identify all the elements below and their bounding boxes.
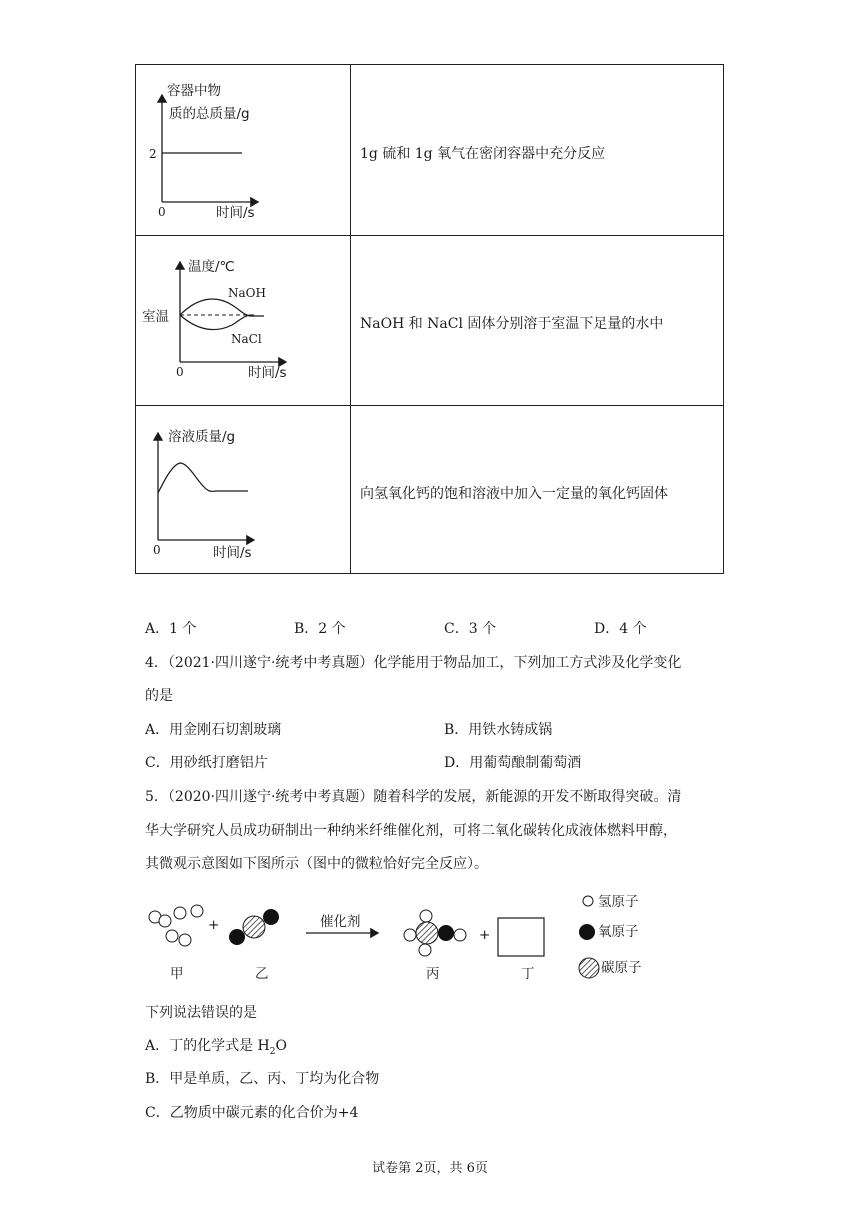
q3-option-c: C．3 个: [444, 621, 497, 637]
graph-total-mass: [136, 65, 350, 235]
solution-mass-curve: [158, 463, 248, 493]
q5-stem-line1: 5．（2020·四川遂宁·统考中考真题）随着科学的发展，新能源的开发不断取得突破。清: [145, 789, 682, 805]
catalyst-label: 催化剂: [320, 914, 361, 930]
graph-solution-mass: [136, 405, 350, 575]
q5-option-a-suffix: O: [275, 1038, 287, 1054]
q4-option-a: A．用金刚石切割玻璃: [145, 722, 282, 738]
x-label: 时间/s: [248, 365, 287, 381]
y-label: 温度/℃: [188, 259, 235, 275]
row-3-description: 向氢氧化钙的饱和溶液中加入一定量的氧化钙固体: [360, 486, 668, 502]
legend-oxygen: 氧原子: [598, 924, 639, 940]
row-2-description: NaOH 和 NaCl 固体分别溶于室温下足量的水中: [360, 316, 664, 332]
y-label-line1: 容器中物: [167, 83, 221, 99]
q4-stem-line2: 的是: [145, 688, 173, 704]
product-box: [498, 918, 544, 956]
q5-option-a: [145, 1035, 287, 1057]
q5-stem-line2: 华大学研究人员成功研制出一种纳米纤维催化剂，可将二氧化碳转化成液体燃料甲醇，: [145, 823, 677, 839]
naoh-curve: [180, 299, 264, 316]
label-jia: 甲: [170, 966, 184, 982]
origin-label: 0: [176, 365, 184, 379]
q4-option-b: B．用铁水铸成锅: [444, 722, 553, 738]
legend-carbon: 碳原子: [601, 960, 642, 976]
q5-stem-line3: 其微观示意图如下图所示（图中的微粒恰好完全反应）。: [145, 856, 488, 872]
reaction-diagram: [140, 895, 680, 995]
q4-option-c: C．用砂纸打磨铝片: [145, 755, 268, 771]
q4-stem-line1: 4．（2021·四川遂宁·统考中考真题）化学能用于物品加工，下列加工方式涉及化学变化: [145, 655, 682, 671]
q3-option-d: D．4 个: [594, 621, 647, 637]
q3-option-a: A．1 个: [145, 621, 197, 637]
y-label-line2: 质的总质量/g: [169, 106, 250, 122]
q5-option-c: C．乙物质中碳元素的化合价为+4: [145, 1105, 359, 1121]
row-1-description: 1g 硫和 1g 氧气在密闭容器中充分反应: [360, 146, 606, 162]
graph-temperature: [136, 235, 350, 405]
carbon-dioxide-molecule: [229, 909, 279, 945]
origin-label: 0: [158, 205, 166, 219]
legend-hydrogen: 氢原子: [598, 895, 639, 910]
plus-sign: +: [479, 927, 491, 943]
q4-option-d: D．用葡萄酿制葡萄酒: [444, 755, 582, 771]
nacl-curve: [180, 315, 250, 330]
label-yi: 乙: [255, 966, 269, 982]
label-bing: 丙: [426, 966, 440, 982]
origin-label: 0: [153, 543, 161, 557]
q5-option-a-prefix: A．丁的化学式是 H: [145, 1038, 270, 1054]
y-value-label: 2: [149, 147, 157, 161]
q5-option-a-subscript: 2: [269, 1046, 276, 1057]
q5-prompt: 下列说法错误的是: [145, 1005, 257, 1021]
question-table: [135, 64, 724, 574]
plus-sign: +: [208, 917, 220, 933]
methanol-molecule: [404, 910, 466, 956]
hydrogen-molecules: [149, 905, 203, 946]
table-column-divider: [350, 65, 351, 573]
diagram-legend: [579, 895, 642, 978]
q3-option-b: B．2 个: [294, 621, 346, 637]
naoh-label: NaOH: [228, 286, 266, 300]
nacl-label: NaCl: [231, 332, 262, 346]
x-label: 时间/s: [216, 205, 255, 221]
q5-option-b: B．甲是单质，乙、丙、丁均为化合物: [145, 1071, 380, 1087]
label-ding: 丁: [521, 966, 535, 982]
room-temp-label: 室温: [142, 309, 169, 325]
y-label: 溶液质量/g: [168, 429, 236, 445]
x-label: 时间/s: [213, 545, 252, 561]
page-footer: 试卷第 2页，共 6页: [372, 1161, 488, 1176]
